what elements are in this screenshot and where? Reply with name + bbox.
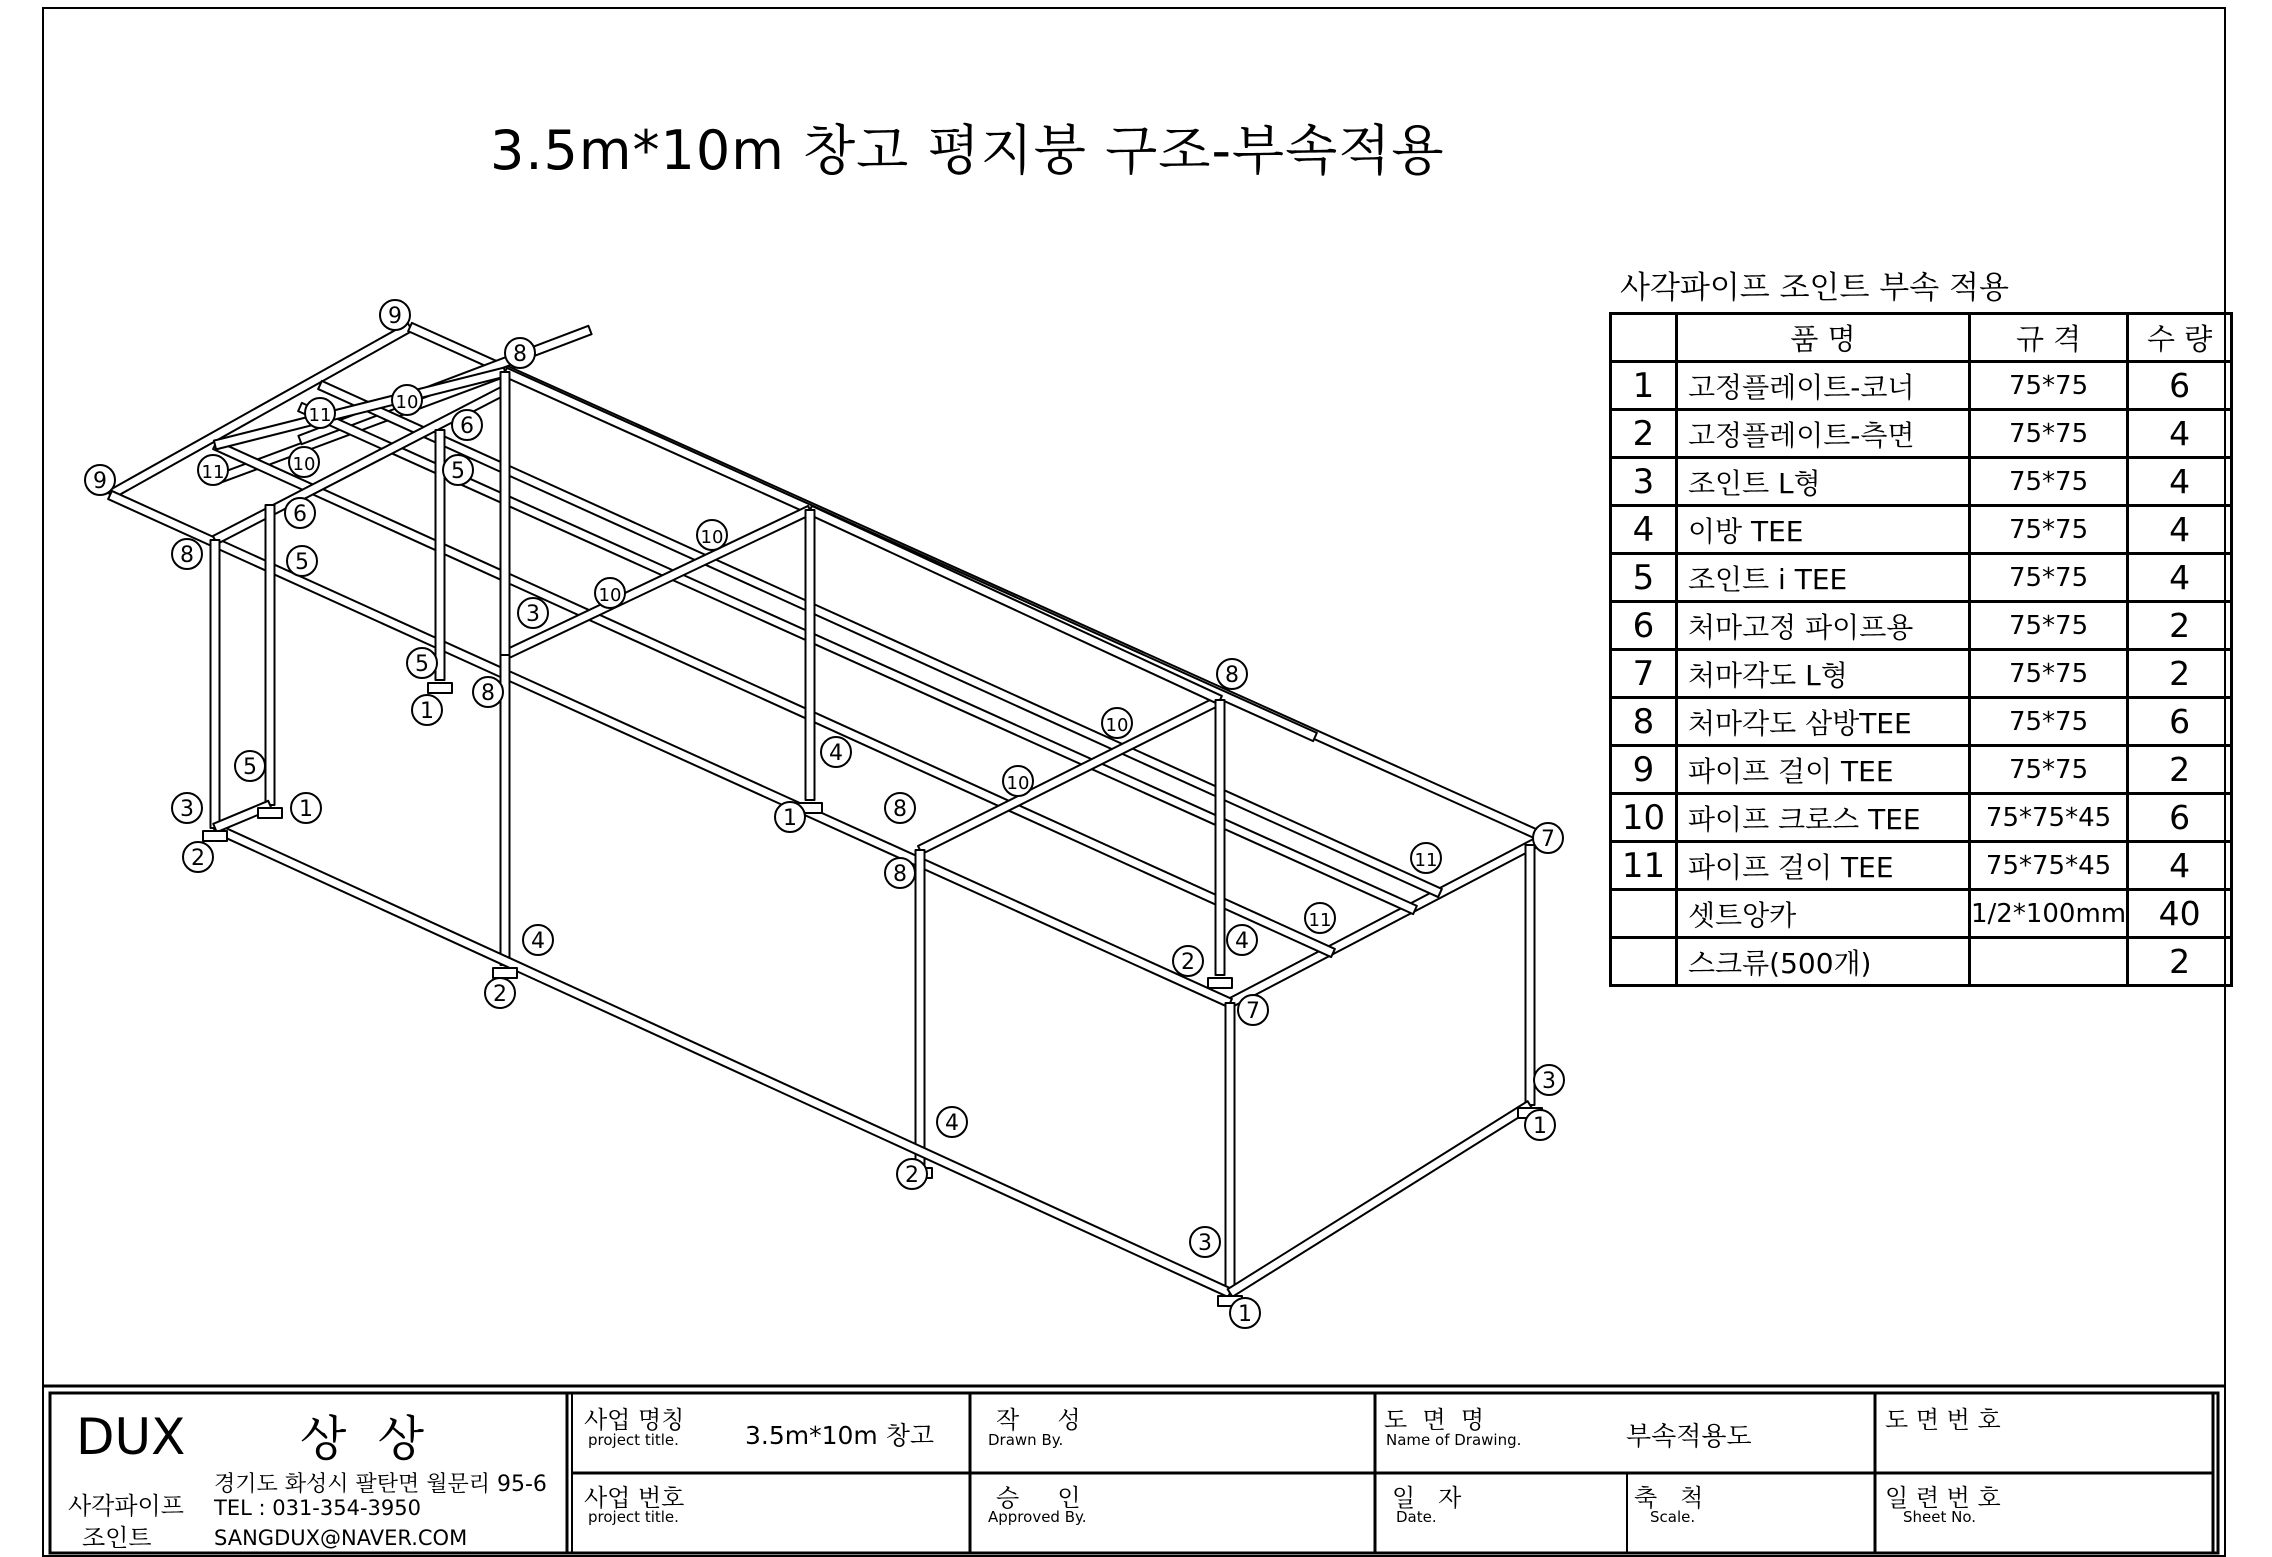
callout-bubble bbox=[291, 793, 321, 823]
callout-number: 3 bbox=[180, 797, 194, 822]
pipe-member bbox=[1226, 1003, 1235, 1293]
callout-number: 7 bbox=[1541, 827, 1555, 852]
part-quantity: 6 bbox=[2128, 794, 2232, 842]
callout-bubble bbox=[1003, 766, 1033, 796]
date-label: 일 자 bbox=[1392, 1484, 1462, 1512]
callout-bubble bbox=[1102, 708, 1132, 738]
part-number bbox=[1611, 938, 1677, 986]
part-name: 처마각도 삼방TEE bbox=[1677, 698, 1970, 746]
callout-bubble bbox=[172, 793, 202, 823]
pipe-member bbox=[501, 372, 510, 655]
part-name: 조인트 L형 bbox=[1677, 458, 1970, 506]
part-spec: 75*75*45 bbox=[1970, 794, 2128, 842]
callout-bubble bbox=[518, 598, 548, 628]
header-no bbox=[1611, 314, 1677, 362]
callout-bubble bbox=[1533, 823, 1563, 853]
callout-bubble bbox=[595, 578, 625, 608]
callout-number: 8 bbox=[481, 681, 495, 706]
callout-bubble bbox=[172, 539, 202, 569]
part-spec: 75*75 bbox=[1970, 362, 2128, 410]
part-quantity: 4 bbox=[2128, 842, 2232, 890]
callout-number: 4 bbox=[1235, 929, 1249, 954]
part-spec: 75*75 bbox=[1970, 650, 2128, 698]
part-name: 파이프 크로스 TEE bbox=[1677, 794, 1970, 842]
part-name: 처마각도 L형 bbox=[1677, 650, 1970, 698]
part-number: 4 bbox=[1611, 506, 1677, 554]
callout-bubble bbox=[289, 447, 319, 477]
callout-bubble bbox=[1525, 1110, 1555, 1140]
callout-number: 9 bbox=[388, 304, 402, 329]
parts-table-row bbox=[1611, 746, 2232, 794]
callout-number: 10 bbox=[395, 392, 419, 413]
callout-number: 8 bbox=[1225, 663, 1239, 688]
callout-bubble bbox=[235, 751, 265, 781]
callout-number: 7 bbox=[1246, 999, 1260, 1024]
part-number: 7 bbox=[1611, 650, 1677, 698]
callout-bubble bbox=[443, 455, 473, 485]
company-email: SANGDUX@NAVER.COM bbox=[214, 1526, 468, 1550]
company-address: 경기도 화성시 팔탄면 월문리 95-6 bbox=[214, 1472, 547, 1497]
callout-number: 11 bbox=[1414, 850, 1438, 871]
callout-number: 8 bbox=[893, 862, 907, 887]
header-name: 품 명 bbox=[1677, 314, 1970, 362]
part-number: 6 bbox=[1611, 602, 1677, 650]
callout-number: 2 bbox=[905, 1163, 919, 1188]
part-quantity: 2 bbox=[2128, 650, 2232, 698]
pipe-member bbox=[808, 506, 1222, 704]
callout-bubble bbox=[1173, 946, 1203, 976]
part-spec: 75*75 bbox=[1970, 602, 2128, 650]
parts-table-row bbox=[1611, 842, 2232, 890]
parts-table-row bbox=[1611, 410, 2232, 458]
part-spec: 75*75 bbox=[1970, 458, 2128, 506]
part-quantity: 6 bbox=[2128, 362, 2232, 410]
base-plate bbox=[203, 831, 227, 841]
drawn-by-label: 작 성 bbox=[996, 1406, 1081, 1434]
callout-bubble bbox=[937, 1107, 967, 1137]
part-name: 셋트앙카 bbox=[1677, 890, 1970, 938]
parts-table-row bbox=[1611, 554, 2232, 602]
parts-table-row bbox=[1611, 938, 2232, 986]
callout-number: 5 bbox=[243, 755, 257, 780]
parts-table-row bbox=[1611, 794, 2232, 842]
base-plate bbox=[428, 683, 452, 693]
callout-number: 3 bbox=[1542, 1069, 1556, 1094]
callout-bubble bbox=[183, 842, 213, 872]
callout-bubble bbox=[380, 300, 410, 330]
part-name: 고정플레이트-코너 bbox=[1677, 362, 1970, 410]
callout-bubble bbox=[412, 695, 442, 725]
callout-bubble bbox=[452, 410, 482, 440]
part-spec: 1/2*100mm bbox=[1970, 890, 2128, 938]
drawing-name-label: 도 면 명 bbox=[1384, 1406, 1485, 1434]
part-number: 5 bbox=[1611, 554, 1677, 602]
parts-table-row bbox=[1611, 458, 2232, 506]
callout-bubble bbox=[697, 520, 727, 550]
parts-table bbox=[1609, 312, 2233, 987]
callout-bubble bbox=[407, 648, 437, 678]
callout-bubble bbox=[821, 737, 851, 767]
callout-number: 1 bbox=[783, 806, 797, 831]
pipe-member bbox=[266, 505, 275, 805]
callout-bubble bbox=[287, 546, 317, 576]
brand-line-2: 조인트 bbox=[82, 1524, 152, 1552]
pipe-member bbox=[211, 540, 220, 828]
callout-number: 5 bbox=[295, 550, 309, 575]
callout-number: 3 bbox=[526, 602, 540, 627]
callout-bubble bbox=[897, 1159, 927, 1189]
callout-number: 1 bbox=[1533, 1114, 1547, 1139]
callout-bubble bbox=[85, 465, 115, 495]
pipe-member bbox=[1526, 845, 1535, 1105]
part-spec bbox=[1970, 938, 2128, 986]
callout-number: 2 bbox=[191, 846, 205, 871]
parts-table-row bbox=[1611, 506, 2232, 554]
part-number: 2 bbox=[1611, 410, 1677, 458]
callout-number: 4 bbox=[829, 741, 843, 766]
part-name: 조인트 i TEE bbox=[1677, 554, 1970, 602]
part-spec: 75*75 bbox=[1970, 410, 2128, 458]
parts-table-row bbox=[1611, 698, 2232, 746]
part-spec: 75*75*45 bbox=[1970, 842, 2128, 890]
callout-bubble bbox=[1190, 1227, 1220, 1257]
callout-number: 2 bbox=[1181, 950, 1195, 975]
part-number: 10 bbox=[1611, 794, 1677, 842]
callout-number: 10 bbox=[1006, 773, 1030, 794]
pipe-member bbox=[1228, 834, 1547, 1007]
header-spec: 규 격 bbox=[1970, 314, 2128, 362]
pipe-member bbox=[213, 441, 1335, 957]
part-spec: 75*75 bbox=[1970, 554, 2128, 602]
pipe-member bbox=[318, 381, 1442, 897]
parts-table-row bbox=[1611, 650, 2232, 698]
project-no-label: 사업 번호 bbox=[584, 1484, 685, 1512]
callout-bubble bbox=[1305, 903, 1335, 933]
part-quantity: 2 bbox=[2128, 938, 2232, 986]
drawing-name-value: 부속적용도 bbox=[1626, 1422, 1752, 1452]
project-name-value: 3.5m*10m 창고 bbox=[745, 1421, 935, 1450]
callout-number: 8 bbox=[893, 797, 907, 822]
part-quantity: 4 bbox=[2128, 458, 2232, 506]
callout-number: 6 bbox=[460, 414, 474, 439]
part-number: 1 bbox=[1611, 362, 1677, 410]
part-spec: 75*75 bbox=[1970, 506, 2128, 554]
callout-number: 11 bbox=[201, 462, 225, 483]
pipe-member bbox=[1216, 700, 1225, 975]
callout-number: 9 bbox=[93, 469, 107, 494]
callout-bubble bbox=[1230, 1298, 1260, 1328]
pipe-member bbox=[213, 824, 1232, 1297]
part-spec: 75*75 bbox=[1970, 698, 2128, 746]
callout-number: 8 bbox=[513, 342, 527, 367]
base-plate bbox=[258, 808, 282, 818]
callout-number: 8 bbox=[180, 543, 194, 568]
drawn-by-sub: Drawn By. bbox=[988, 1431, 1064, 1449]
part-quantity: 4 bbox=[2128, 554, 2232, 602]
brand-line-1: 사각파이프 bbox=[68, 1492, 184, 1520]
callout-bubble bbox=[285, 498, 315, 528]
callout-bubble bbox=[523, 925, 553, 955]
part-number: 11 bbox=[1611, 842, 1677, 890]
base-plate bbox=[1208, 978, 1232, 988]
callout-number: 11 bbox=[308, 405, 332, 426]
part-quantity: 4 bbox=[2128, 506, 2232, 554]
part-quantity: 2 bbox=[2128, 602, 2232, 650]
pipe-member bbox=[501, 655, 510, 965]
drawing-no-label: 도 면 번 호 bbox=[1885, 1406, 2001, 1434]
callout-bubble bbox=[1411, 843, 1441, 873]
base-plate bbox=[493, 968, 517, 978]
part-quantity: 40 bbox=[2128, 890, 2232, 938]
callout-number: 3 bbox=[1198, 1231, 1212, 1256]
callout-number: 10 bbox=[598, 585, 622, 606]
company-tel: TEL : 031-354-3950 bbox=[214, 1496, 421, 1520]
part-name: 이방 TEE bbox=[1677, 506, 1970, 554]
callout-number: 6 bbox=[293, 502, 307, 527]
scale-label: 축 척 bbox=[1634, 1484, 1704, 1512]
part-quantity: 2 bbox=[2128, 746, 2232, 794]
part-name: 처마고정 파이프용 bbox=[1677, 602, 1970, 650]
callout-bubble bbox=[1534, 1065, 1564, 1095]
callout-number: 11 bbox=[1308, 910, 1332, 931]
company-name: 상 상 bbox=[300, 1411, 432, 1467]
callout-bubble bbox=[305, 398, 335, 428]
part-number: 9 bbox=[1611, 746, 1677, 794]
callout-bubble bbox=[505, 338, 535, 368]
pipe-member bbox=[916, 850, 925, 1165]
callout-bubble bbox=[775, 802, 805, 832]
approved-by-label: 승 인 bbox=[996, 1484, 1081, 1512]
callout-number: 1 bbox=[1238, 1302, 1252, 1327]
callout-number: 4 bbox=[945, 1111, 959, 1136]
callout-number: 10 bbox=[1105, 715, 1129, 736]
parts-table-row bbox=[1611, 890, 2232, 938]
callout-number: 1 bbox=[299, 797, 313, 822]
callout-number: 5 bbox=[415, 652, 429, 677]
callout-bubble bbox=[473, 677, 503, 707]
callout-bubble bbox=[1238, 995, 1268, 1025]
part-name: 스크류(500개) bbox=[1677, 938, 1970, 986]
sheet-no-sub: Sheet No. bbox=[1903, 1508, 1977, 1526]
frame-structure bbox=[108, 323, 1547, 1306]
callout-bubble bbox=[885, 793, 915, 823]
header-qty: 수 량 bbox=[2128, 314, 2232, 362]
callout-number: 1 bbox=[420, 699, 434, 724]
date-sub: Date. bbox=[1396, 1508, 1437, 1526]
callout-number: 5 bbox=[451, 459, 465, 484]
callout-number: 4 bbox=[531, 929, 545, 954]
callout-bubble bbox=[485, 978, 515, 1008]
part-quantity: 4 bbox=[2128, 410, 2232, 458]
part-spec: 75*75 bbox=[1970, 746, 2128, 794]
part-name: 고정플레이트-측면 bbox=[1677, 410, 1970, 458]
part-number: 3 bbox=[1611, 458, 1677, 506]
callout-bubble bbox=[1217, 659, 1247, 689]
approved-by-sub: Approved By. bbox=[988, 1508, 1087, 1526]
part-name: 파이프 걸이 TEE bbox=[1677, 746, 1970, 794]
drawing-name-sub: Name of Drawing. bbox=[1386, 1431, 1522, 1449]
project-name-label: 사업 명칭 bbox=[584, 1406, 685, 1434]
callout-bubble bbox=[1227, 925, 1257, 955]
callout-bubble bbox=[198, 455, 228, 485]
callout-number: 10 bbox=[700, 527, 724, 548]
callout-bubble bbox=[392, 385, 422, 415]
pipe-member bbox=[1228, 1101, 1533, 1297]
callout-bubble bbox=[885, 858, 915, 888]
callout-number: 10 bbox=[292, 454, 316, 475]
part-name: 파이프 걸이 TEE bbox=[1677, 842, 1970, 890]
parts-table-caption: 사각파이프 조인트 부속 적용 bbox=[1620, 270, 2009, 306]
pipe-member bbox=[806, 510, 815, 800]
part-number bbox=[1611, 890, 1677, 938]
project-name-sub: project title. bbox=[588, 1431, 679, 1449]
callout-number: 2 bbox=[493, 982, 507, 1007]
company-logo: DUX bbox=[76, 1408, 186, 1466]
sheet-no-label: 일 련 번 호 bbox=[1885, 1484, 2001, 1512]
part-number: 8 bbox=[1611, 698, 1677, 746]
part-quantity: 6 bbox=[2128, 698, 2232, 746]
parts-table-row bbox=[1611, 362, 2232, 410]
parts-table-row bbox=[1611, 602, 2232, 650]
project-no-sub: project title. bbox=[588, 1508, 679, 1526]
drawing-title: 3.5m*10m 창고 평지붕 구조-부속적용 bbox=[490, 119, 1445, 182]
parts-table-header bbox=[1611, 314, 2232, 362]
scale-sub: Scale. bbox=[1650, 1508, 1696, 1526]
